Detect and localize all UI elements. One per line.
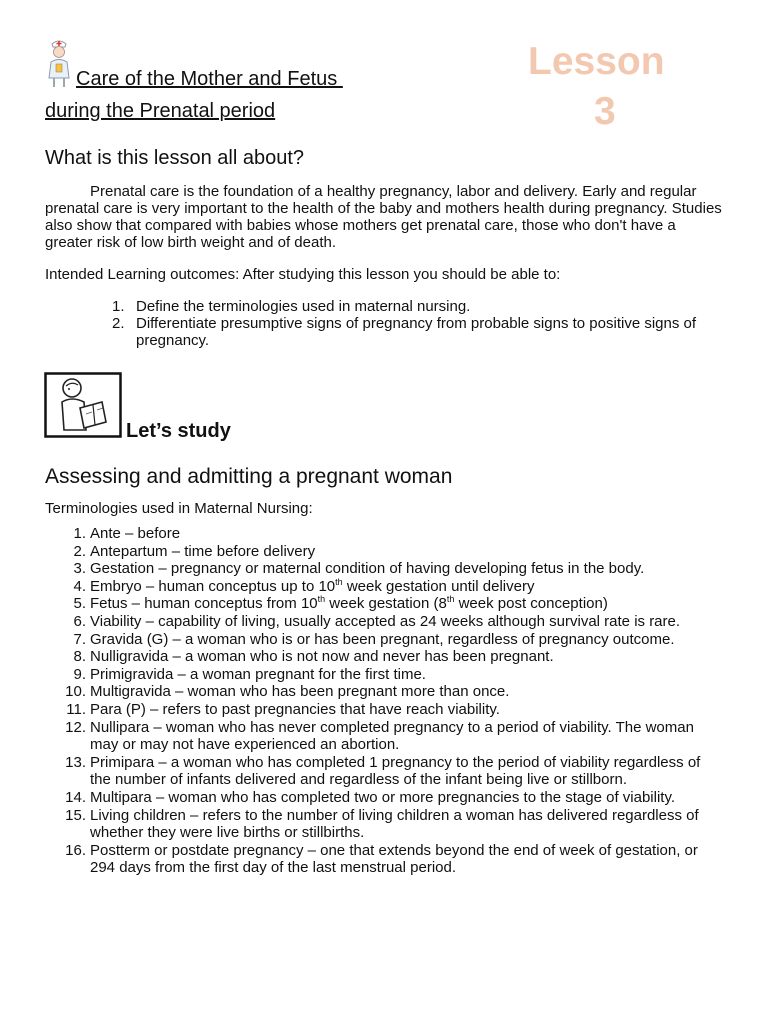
- learning-outcomes-list: [112, 298, 712, 349]
- lets-study-label: Let’s study: [126, 420, 231, 442]
- title-line-1: Care of the Mother and Fetus: [76, 68, 343, 90]
- intro-paragraph: [45, 183, 725, 251]
- list-item: 10. Multigravida – woman who has been pregnant more than once.: [65, 683, 510, 701]
- list-item: 4. Embryo – human conceptus up to 10th week gestation until delivery: [73, 576, 535, 595]
- list-item: 15. Living children – refers to the number of living children a woman has delivered regardless of whether they were live births or stillbirths.: [65, 806, 699, 842]
- list-item: 5. Fetus – human conceptus from 10th week gestation (8th week post conception): [73, 594, 608, 613]
- list-item: 16. Postterm or postdate pregnancy – one that extends beyond the end of week of gestation, or 294 days from the first day of the last menstrual period.: [65, 841, 698, 877]
- list-item: 2. Antepartum – time before delivery: [73, 542, 316, 560]
- list-item: 3. Gestation – pregnancy or maternal condition of having developing fetus in the body.: [73, 560, 645, 578]
- list-item: 8. Nulligravida – a woman who is not now and never has been pregnant.: [73, 648, 554, 666]
- learning-outcomes-intro: Intended Learning outcomes: After studying this lesson you should be able to:: [45, 266, 561, 283]
- section-heading-about: What is this lesson all about?: [45, 147, 305, 169]
- title-line-2: during the Prenatal period: [45, 100, 276, 122]
- student-reading-icon: [44, 372, 122, 438]
- list-item: 12. Nullipara – woman who has never completed pregnancy to a period of viability. The woman may or may not have experienced an abortion.: [65, 718, 694, 754]
- nurse-icon: [44, 38, 74, 90]
- terminologies-intro: Terminologies used in Maternal Nursing:: [45, 500, 313, 517]
- list-item: 11. Para (P) – refers to past pregnancies that have reach viability.: [66, 700, 500, 718]
- list-item: 13. Primipara – a woman who has completed 1 pregnancy to the period of viability regardless of the number of infants delivered and regardless of the infant being live or stillborn.: [65, 753, 701, 789]
- list-item: 7. Gravida (G) – a woman who is or has been pregnant, regardless of pregnancy outcome.: [73, 630, 675, 648]
- list-item: 14. Multipara – woman who has completed two or more pregnancies to the stage of viability.: [65, 788, 676, 806]
- list-item: 1. Define the terminologies used in maternal nursing.: [112, 298, 471, 315]
- lesson-label: Lesson: [528, 40, 665, 83]
- list-item: 6. Viability – capability of living, usually accepted as 24 weeks although survival rate is rare.: [73, 612, 681, 630]
- intro-text: Prenatal care is the foundation of a healthy pregnancy, labor and delivery. Early and regular prenatal care is very important to the health of the baby and mothers health during pregnancy. Studies also show that compared with babies whose mothers get prenatal care, those who don't have a greater risk of low birth weight and of death.: [45, 183, 722, 251]
- lesson-number: 3: [594, 90, 616, 133]
- list-item: 9. Primigravida – a woman pregnant for the first time.: [73, 665, 426, 683]
- list-item: 1. Ante – before: [73, 525, 181, 542]
- section-heading-assessing: Assessing and admitting a pregnant woman: [45, 465, 453, 488]
- list-item: 2. Differentiate presumptive signs of pregnancy from probable signs to positive signs of pregnancy.: [112, 315, 697, 349]
- terminologies-list: [60, 525, 720, 877]
